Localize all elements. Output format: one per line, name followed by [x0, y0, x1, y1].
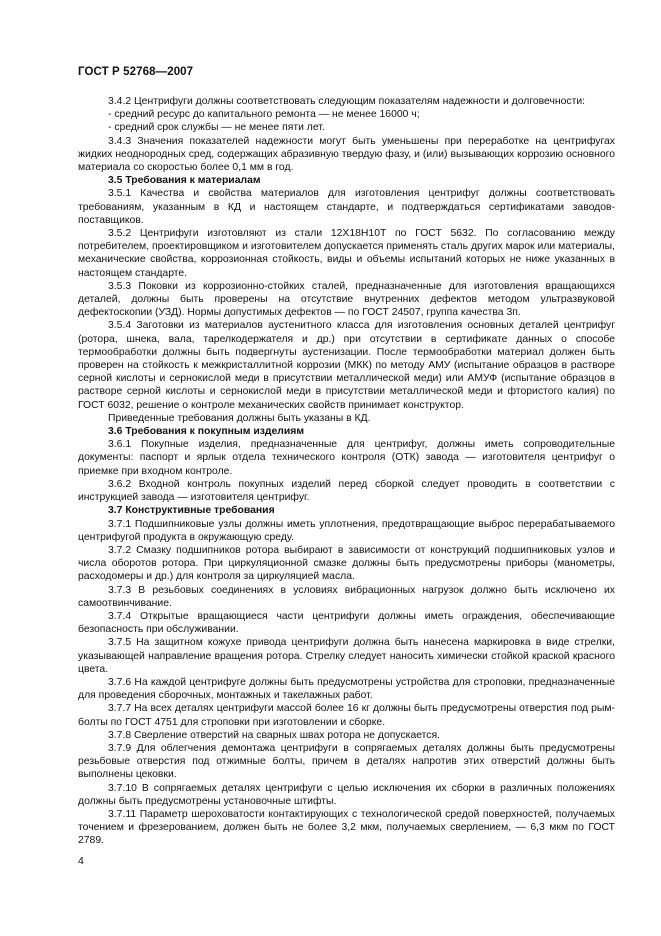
paragraph-3-7-10: 3.7.10 В сопрягаемых деталях центрифуги с целью исключения их сборки в различных положениях должны быть предусмотрены установочные штифты.	[78, 782, 615, 807]
paragraph-3-7-7: 3.7.7 На всех деталях центрифуги массой более 16 кг должны быть предусмотрены отверстия под рым-болты по ГОСТ 4751 для строповки при изготовлении и сборке.	[78, 703, 615, 728]
paragraph-3-5-4-note: Приведенные требования должны быть указаны в КД.	[108, 412, 371, 424]
paragraph-3-6-1: 3.6.1 Покупные изделия, предназначенные для центрифуг, должны иметь сопроводительные документы: паспорт и ярлык отдела технического контроля (ОТК) завода — изготовителя центрифуг о приемке при входном контроле.	[78, 439, 615, 477]
paragraph-3-7-3: 3.7.3 В резьбовых соединениях в условиях вибрационных нагрузок должно быть исключено их самоотвинчивание.	[78, 584, 615, 609]
paragraph-3-5-3: 3.5.3 Поковки из коррозионно-стойких сталей, предназначенные для изготовления вращающихся деталей, должны быть проверены на отсутствие внутренних дефектов методом ультразвуковой дефектоскопии (УЗД). Нормы допустимых дефектов — по ГОСТ 24507, группа качества 3п.	[78, 280, 615, 319]
paragraph-3-5-1: 3.5.1 Качества и свойства материалов для изготовления центрифуг должны соответствовать требованиям, указанным в КД и настоящем стандарте, и подтверждаться сертификатами заводов-поставщиков.	[78, 188, 615, 226]
list-item-resource: - средний ресурс до капитального ремонта — не менее 16000 ч;	[108, 109, 420, 121]
paragraph-3-7-6: 3.7.6 На каждой центрифуге должны быть предусмотрены устройства для строповки, предназначенные для проведения сборочных, монтажных и такелажных работ.	[78, 676, 615, 702]
section-heading-3-6: 3.6 Требования к покупным изделиям	[108, 426, 305, 438]
paragraph-3-4-3: 3.4.3 Значения показателей надежности могут быть уменьшены при переработке на центрифугах жидких неоднородных сред, содержащих абразивную твердую фазу, и (или) вызывающих коррозию основного материала со скоростью более 0,1 мм в год.	[78, 135, 615, 174]
paragraph-3-7-1: 3.7.1 Подшипниковые узлы должны иметь уплотнения, предотвращающие выброс перерабатываемого центрифугой продукта в окружающую среду.	[78, 518, 615, 543]
document-body	[78, 95, 615, 848]
page-number: 4	[78, 855, 84, 867]
section-heading-3-5: 3.5 Требования к материалам	[108, 175, 261, 187]
paragraph-3-6-2: 3.6.2 Входной контроль покупных изделий перед сборкой следует проводить в соответствии с инструкцией завода — изготовителя центрифуг.	[78, 478, 615, 504]
paragraph-3-7-8: 3.7.8 Сверление отверстий на сварных швах ротора не допускается.	[108, 729, 441, 741]
paragraph-3-7-11: 3.7.11 Параметр шероховатости контактирующих с технологической средой поверхностей, получаемых точением и фрезерованием, должен быть не более 3,2 мкм, получаемых сверлением, — 6,3 мкм по ГОСТ 2789.	[78, 808, 615, 847]
paragraph-3-5-2: 3.5.2 Центрифуги изготовляют из стали 12Х18Н10Т по ГОСТ 5632. По согласованию между потребителем, проектировщиком и изготовителем допускается применять сталь других марок или материалы, механические свойства, коррозионная стойкость, виды и объемы испытаний которых не ниже указанных в настоящем стандарте.	[78, 228, 615, 279]
paragraph-3-7-5: 3.7.5 На защитном кожухе привода центрифуги должна быть нанесена маркировка в виде стрелки, указывающей направление вращения ротора. Стрелку следует наносить химически стойкой краской красного цвета.	[78, 637, 615, 675]
paragraph-3-7-2: 3.7.2 Смазку подшипников ротора выбирают в зависимости от конструкций подшипниковых узлов и числа оборотов ротора. При циркуляционной смазке должны быть предусмотрены приборы (манометры, расходомеры и др.) для контроля за циркуляцией масла.	[78, 544, 615, 583]
document-code-header: ГОСТ Р 52768—2007	[78, 66, 194, 78]
list-item-service-life: - средний срок службы — не менее пяти лет.	[108, 122, 325, 134]
paragraph-3-4-2: 3.4.2 Центрифуги должны соответствовать следующим показателям надежности и долговечности:	[108, 96, 586, 107]
paragraph-3-7-9: 3.7.9 Для облегчения демонтажа центрифуги в сопрягаемых деталях должны быть предусмотрены резьбовые отверстия под отжимные болты, причем в деталях напротив этих отверстий должны быть выполнены цековки.	[78, 742, 615, 781]
paragraph-3-7-4: 3.7.4 Открытые вращающиеся части центрифуги должны иметь ограждения, обеспечивающие безопасность при обслуживании.	[78, 610, 615, 636]
paragraph-3-5-4: 3.5.4 Заготовки из материалов аустенитного класса для изготовления основных деталей центрифуг (ротора, шнека, вала, тарелкодержателя и др.) при отсутствии в сертификате данных о способе термообработки должны быть подвергнуты аустенизации. После термообработки материал должен быть проверен на стойкость к межкристаллитной коррозии (МКК) по методу АМУ (испытание образцов в растворе серной кислоты и сернокислой меди в присутствии металлической меди) или АМУФ (испытание образцов в растворе серной кислоты и сернокислой меди в присутствии металлической меди и фтористого калия) по ГОСТ 6032, решение о контроле механических свойств принимает конструктор.	[78, 320, 615, 411]
section-heading-3-7: 3.7 Конструктивные требования	[108, 505, 275, 517]
